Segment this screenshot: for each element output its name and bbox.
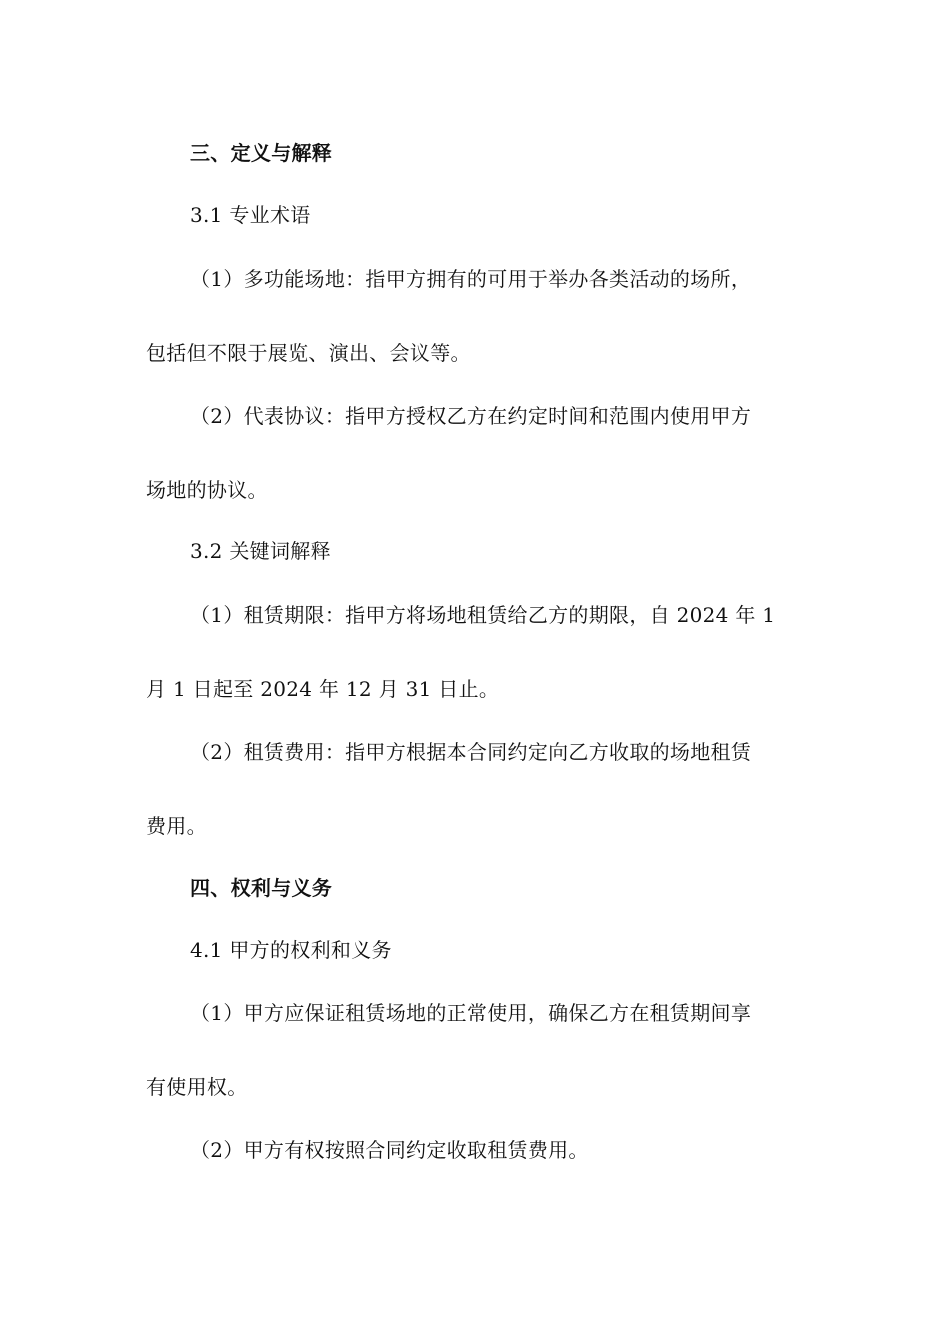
- subsection-3-2-title: 3.2 关键词解释: [190, 539, 331, 563]
- paragraph-3-1-1-line-1: （1）多功能场地：指甲方拥有的可用于举办各类活动的场所，: [190, 267, 752, 291]
- paragraph-4-1-2-line-1: （2）甲方有权按照合同约定收取租赁费用。: [190, 1138, 589, 1162]
- paragraph-4-1-1-line-1: （1）甲方应保证租赁场地的正常使用，确保乙方在租赁期间享: [190, 1001, 752, 1025]
- paragraph-3-1-2-line-1: （2）代表协议：指甲方授权乙方在约定时间和范围内使用甲方: [190, 404, 752, 428]
- section-3-heading: 三、定义与解释: [190, 141, 333, 165]
- section-4-heading: 四、权利与义务: [190, 876, 333, 900]
- paragraph-3-2-1-line-2: 月 1 日起至 2024 年 12 月 31 日止。: [146, 677, 500, 701]
- subsection-3-1-title: 3.1 专业术语: [190, 203, 311, 227]
- paragraph-3-1-1-line-2: 包括但不限于展览、演出、会议等。: [146, 341, 471, 365]
- paragraph-4-1-1-line-2: 有使用权。: [146, 1075, 248, 1099]
- paragraph-3-2-2-line-1: （2）租赁费用：指甲方根据本合同约定向乙方收取的场地租赁: [190, 740, 752, 764]
- paragraph-3-1-2-line-2: 场地的协议。: [146, 478, 268, 502]
- subsection-4-1-title: 4.1 甲方的权利和义务: [190, 938, 392, 962]
- paragraph-3-2-2-line-2: 费用。: [146, 814, 207, 838]
- paragraph-3-2-1-line-1: （1）租赁期限：指甲方将场地租赁给乙方的期限，自 2024 年 1: [190, 603, 776, 627]
